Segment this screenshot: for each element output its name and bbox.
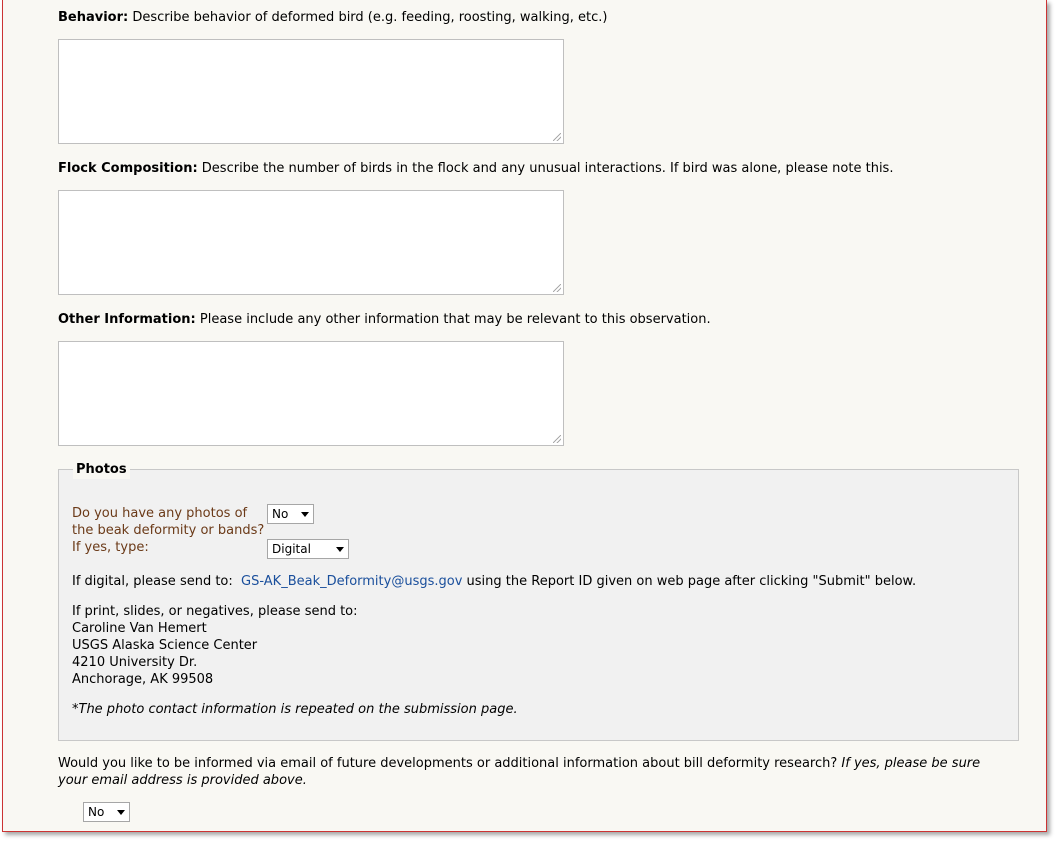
- flock-prompt: [58, 160, 893, 177]
- have-photos-select[interactable]: [267, 504, 314, 524]
- digital-prefix: If digital, please send to:: [72, 574, 233, 589]
- have-photos-label-line1: Do you have any photos of: [72, 506, 248, 521]
- address-line: USGS Alaska Science Center: [72, 638, 258, 653]
- photo-type-select[interactable]: [267, 539, 349, 559]
- updates-hint-2: your email address is provided above.: [58, 773, 307, 788]
- digital-suffix: using the Report ID given on web page after clicking "Submit" below.: [466, 574, 917, 589]
- flock-description: Describe the number of birds in the flock and any unusual interactions. If bird was alone, please note this.: [201, 161, 894, 176]
- other-description: Please include any other information that may be relevant to this observation.: [199, 312, 711, 327]
- updates-select-value: No: [88, 805, 105, 819]
- form-page: [2, 0, 1047, 832]
- chevron-down-icon: [117, 810, 125, 815]
- resize-grip-icon[interactable]: [553, 284, 561, 292]
- updates-question-line1: [58, 755, 980, 772]
- address-line: 4210 University Dr.: [72, 655, 198, 670]
- updates-hint-1: If yes, please be sure: [841, 756, 981, 771]
- resize-grip-icon[interactable]: [553, 133, 561, 141]
- digital-instructions: [72, 573, 916, 590]
- other-label: Other Information:: [58, 312, 196, 327]
- address-line: Anchorage, AK 99508: [72, 672, 214, 687]
- have-photos-select-value: No: [272, 507, 289, 521]
- address-line: Caroline Van Hemert: [72, 621, 207, 636]
- resize-grip-icon[interactable]: [553, 435, 561, 443]
- updates-select[interactable]: [83, 802, 130, 822]
- behavior-label: Behavior:: [58, 10, 129, 25]
- behavior-description: Describe behavior of deformed bird (e.g. feeding, roosting, walking, etc.): [132, 10, 608, 25]
- behavior-prompt: [58, 9, 607, 26]
- flock-textarea[interactable]: [58, 190, 564, 295]
- email-link[interactable]: GS-AK_Beak_Deformity@usgs.gov: [241, 574, 463, 589]
- photo-note: *The photo contact information is repeated on the submission page.: [72, 702, 518, 717]
- photo-type-select-value: Digital: [272, 542, 311, 556]
- chevron-down-icon: [336, 547, 344, 552]
- other-textarea[interactable]: [58, 341, 564, 446]
- flock-label: Flock Composition:: [58, 161, 198, 176]
- photos-legend: Photos: [73, 461, 130, 479]
- chevron-down-icon: [301, 512, 309, 517]
- photo-type-label: If yes, type:: [72, 540, 149, 555]
- updates-question: Would you like to be informed via email of future developments or additional information about bill deformity research?: [58, 756, 838, 771]
- print-intro: If print, slides, or negatives, please send to:: [72, 604, 358, 619]
- have-photos-label-line2: the beak deformity or bands?: [72, 523, 265, 538]
- behavior-textarea[interactable]: [58, 39, 564, 144]
- other-prompt: [58, 311, 711, 328]
